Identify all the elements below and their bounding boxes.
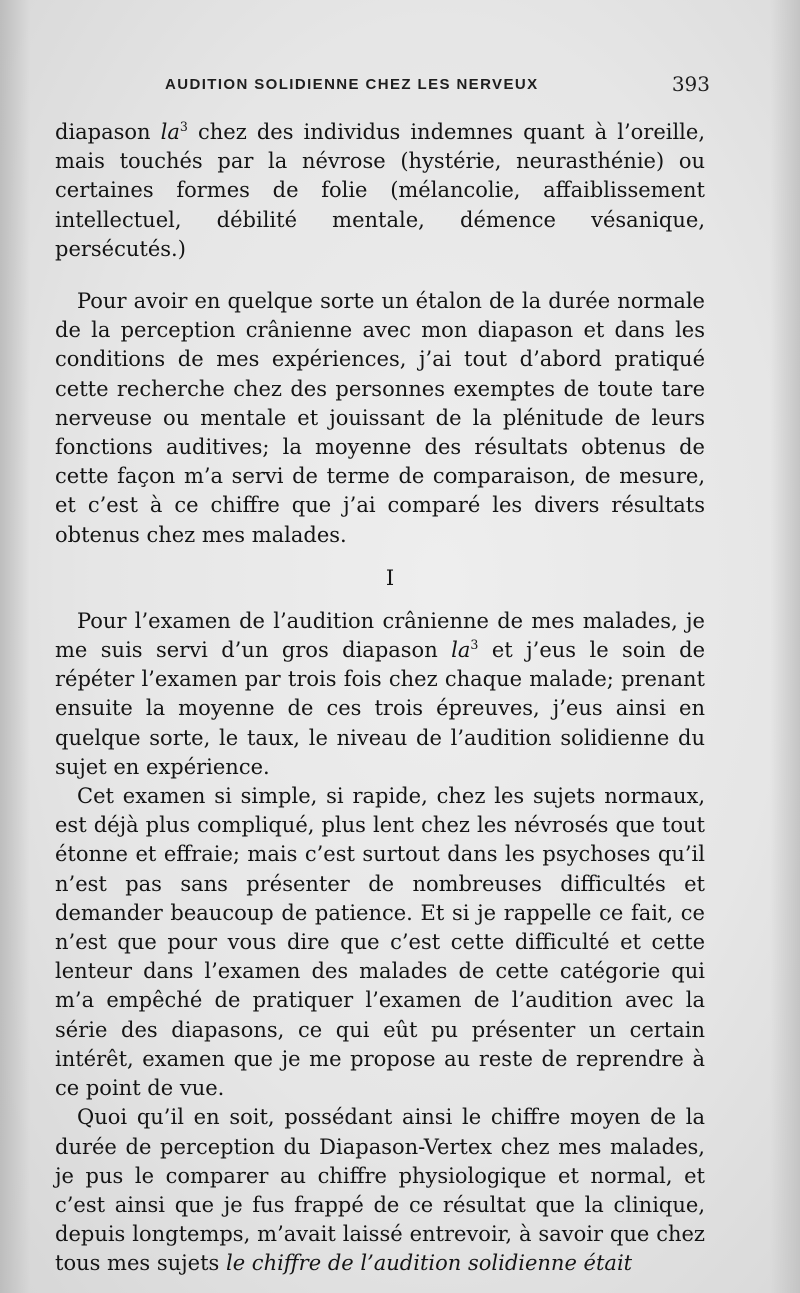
page-right-edge-shadow <box>770 0 800 1293</box>
body-text <box>55 118 705 1279</box>
paragraph-1-text-b: chez des individus indemnes quant à l’oreille, mais touchés par la névrose (hystérie, neurasthénie) ou certaines formes de folie (mélancolie, affaiblissement intellectuel, débilité mentale, démence vésanique, persécutés.) <box>55 120 705 261</box>
paragraph-3-text-a: Pour l’examen de l’audition crânienne de mes malades, je me suis servi d’un gros diapason <box>55 608 705 663</box>
page-left-edge-shadow <box>0 0 30 1293</box>
running-title: AUDITION SOLIDIENNE CHEZ LES NERVEUX <box>165 76 539 93</box>
section-numeral: I <box>385 565 395 590</box>
tuning-fork-octave: 3 <box>179 119 188 134</box>
paragraph-5-text-a: Quoi qu’il en soit, possédant ainsi le chiffre moyen de la durée de perception du Diapason-Vertex chez mes malades, je pus le comparer au chiffre physiologique et normal, et c’est ainsi que je fus frappé de ce résultat que la clinique, depuis longtemps, m’avait laissé entrevoir, à savoir que chez tous mes sujets <box>55 1105 705 1276</box>
paragraph-3 <box>55 607 705 782</box>
tuning-fork-note: la <box>451 638 471 663</box>
paragraph-1-text-a: diapason <box>55 120 161 144</box>
paragraph-1 <box>55 118 705 264</box>
page-number: 393 <box>671 72 710 96</box>
paragraph-5-italic-text: le chiffre de l’audition solidienne était <box>225 1251 633 1276</box>
paragraph-4: Cet examen si simple, si rapide, chez les sujets normaux, est déjà plus compliqué, plus lent chez les névrosés que tout étonne et effraie; mais c’est surtout dans les psychoses qu’il n’est pas sans présenter de nombreuses difficultés et demander beaucoup de patience. Et si je rappelle ce fait, ce n’est que pour vous dire que c’est cette difficulté et cette lenteur dans l’examen des malades de cette catégorie qui m’a empêché de pratiquer l’examen de l’audition avec la série des diapasons, ce qui eût pu présenter un certain intérêt, examen que je me propose au reste de reprendre à ce point de vue. <box>55 784 705 1101</box>
page-header <box>165 72 710 102</box>
tuning-fork-note: la <box>160 120 180 144</box>
paragraph-3-text-b: et j’eus le soin de répéter l’examen par trois fois chez chaque malade; prenant ensuite la moyenne de ces trois épreuves, j’eus ainsi en quelque sorte, le taux, le niveau de l’audition solidienne du sujet en expérience. <box>55 638 705 779</box>
paragraph-2: Pour avoir en quelque sorte un étalon de la durée normale de la perception crânienne avec mon diapason et dans les conditions de mes expériences, j’ai tout d’abord pratiqué cette recherche chez des personnes exemptes de toute tare nerveuse ou mentale et jouissant de la plénitude de leurs fonctions auditives; la moyenne des résultats obtenus de cette façon m’a servi de terme de comparaison, de mesure, et c’est à ce chiffre que j’ai comparé les divers résultats obtenus chez mes malades. <box>55 289 705 547</box>
tuning-fork-octave: 3 <box>470 637 479 653</box>
paragraph-5 <box>55 1103 705 1278</box>
